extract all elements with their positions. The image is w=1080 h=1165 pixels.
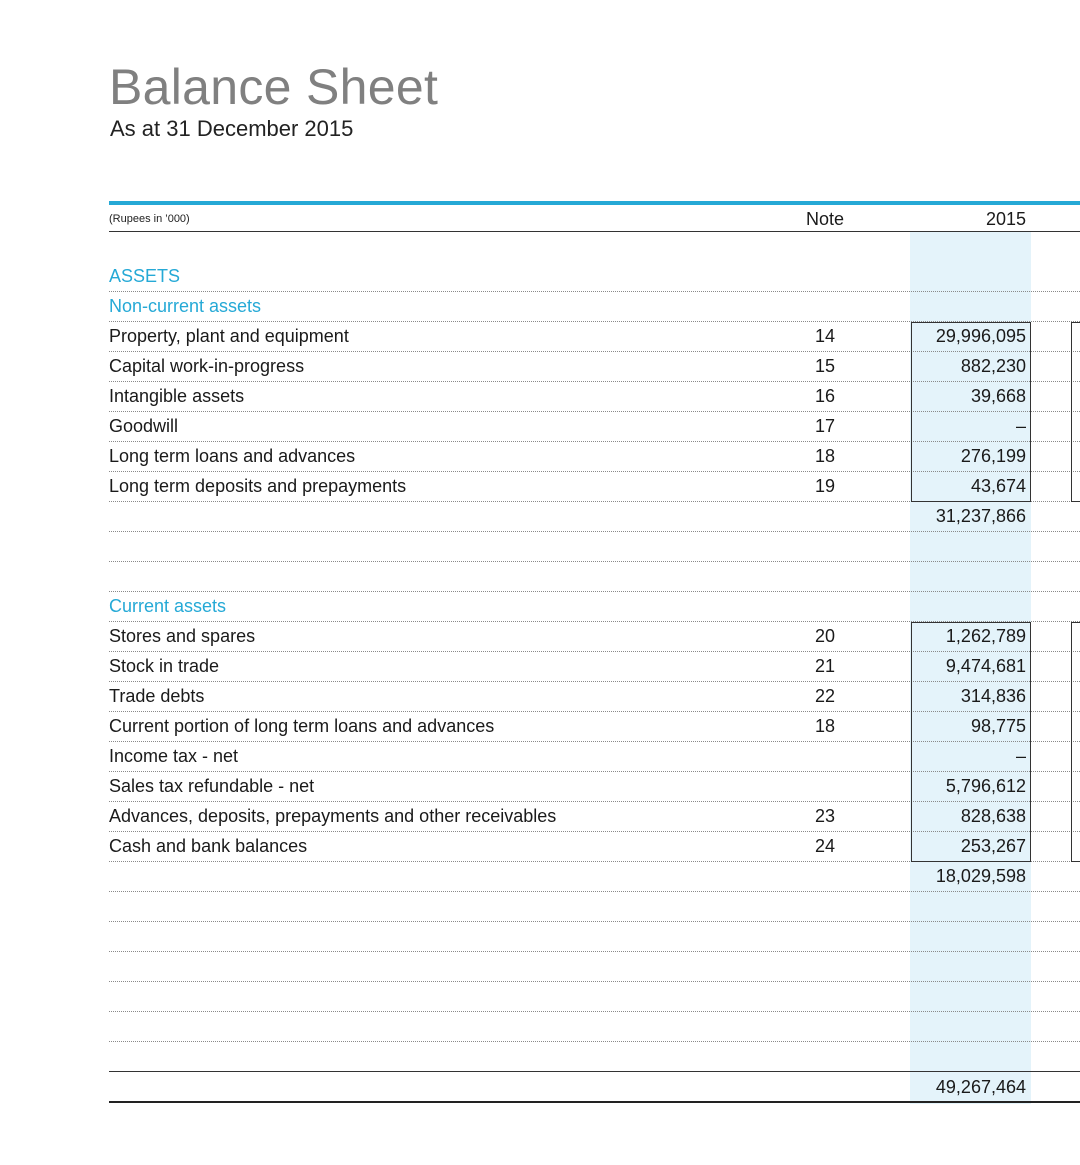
row-value: – <box>1015 416 1026 436</box>
subtotal-row <box>109 502 1080 532</box>
blank-row <box>109 1012 1080 1042</box>
row-label: ASSETS <box>109 266 181 286</box>
row-label: Current assets <box>109 596 227 616</box>
row-value: 31,237,866 <box>935 506 1026 526</box>
non-current-values-box <box>911 322 1031 502</box>
blank-row <box>109 922 1080 952</box>
row-label: Long term loans and advances <box>109 446 356 466</box>
row-value: – <box>1015 746 1026 766</box>
row-label: Sales tax refundable - net <box>109 776 315 796</box>
non-current-comparative-box <box>1071 322 1080 502</box>
row-value: 29,996,095 <box>935 326 1026 346</box>
total-rule-bottom <box>109 1101 1080 1103</box>
row-value: 18,029,598 <box>935 866 1026 886</box>
row-value: 276,199 <box>960 446 1026 466</box>
section-heading-row <box>109 262 1080 292</box>
section-heading-row <box>109 592 1080 622</box>
row-label: Non-current assets <box>109 296 262 316</box>
total-assets-value: 49,267,464 <box>935 1077 1026 1097</box>
blank-row <box>109 982 1080 1012</box>
row-label: Goodwill <box>109 416 179 436</box>
subtotal-row <box>109 862 1080 892</box>
current-values-box <box>911 622 1031 862</box>
row-note: 20 <box>814 626 836 646</box>
row-label: Stock in trade <box>109 656 220 676</box>
section-heading-row <box>109 292 1080 322</box>
row-value: 253,267 <box>960 836 1026 856</box>
page-title: Balance Sheet <box>109 59 439 115</box>
row-note: 21 <box>814 656 836 676</box>
row-label: Income tax - net <box>109 746 239 766</box>
row-note: 23 <box>814 806 836 826</box>
row-value: 98,775 <box>970 716 1026 736</box>
page-subtitle: As at 31 December 2015 <box>110 116 354 141</box>
blank-row <box>109 562 1080 592</box>
blank-row <box>109 952 1080 982</box>
row-label: Advances, deposits, prepayments and other receivables <box>109 806 557 826</box>
units-label: (Rupees in ’000) <box>109 213 190 225</box>
header-accent-rule <box>109 201 1080 205</box>
row-note: 19 <box>814 476 836 496</box>
row-label: Capital work-in-progress <box>109 356 305 376</box>
row-note: 17 <box>814 416 836 436</box>
row-value: 828,638 <box>960 806 1026 826</box>
row-note: 15 <box>814 356 836 376</box>
row-label: Intangible assets <box>109 386 245 406</box>
row-note: 18 <box>814 716 836 736</box>
row-label: Long term deposits and prepayments <box>109 476 407 496</box>
total-assets-row <box>109 1072 1080 1102</box>
row-note: 16 <box>814 386 836 406</box>
row-label: Stores and spares <box>109 626 256 646</box>
row-label: Trade debts <box>109 686 205 706</box>
row-note: 14 <box>814 326 836 346</box>
row-note: 24 <box>814 836 836 856</box>
year-column-header: 2015 <box>985 209 1026 229</box>
row-value: 5,796,612 <box>945 776 1026 796</box>
header-rule <box>109 231 1080 232</box>
row-note: 22 <box>814 686 836 706</box>
blank-row <box>109 532 1080 562</box>
row-value: 882,230 <box>960 356 1026 376</box>
row-label: Cash and bank balances <box>109 836 308 856</box>
row-value: 39,668 <box>970 386 1026 406</box>
row-note: 18 <box>814 446 836 466</box>
note-column-header: Note <box>805 209 845 229</box>
row-value: 314,836 <box>960 686 1026 706</box>
row-value: 9,474,681 <box>945 656 1026 676</box>
row-label: Current portion of long term loans and advances <box>109 716 495 736</box>
row-value: 1,262,789 <box>945 626 1026 646</box>
blank-row <box>109 892 1080 922</box>
row-label: Property, plant and equipment <box>109 326 349 346</box>
row-value: 43,674 <box>970 476 1026 496</box>
current-comparative-box <box>1071 622 1080 862</box>
